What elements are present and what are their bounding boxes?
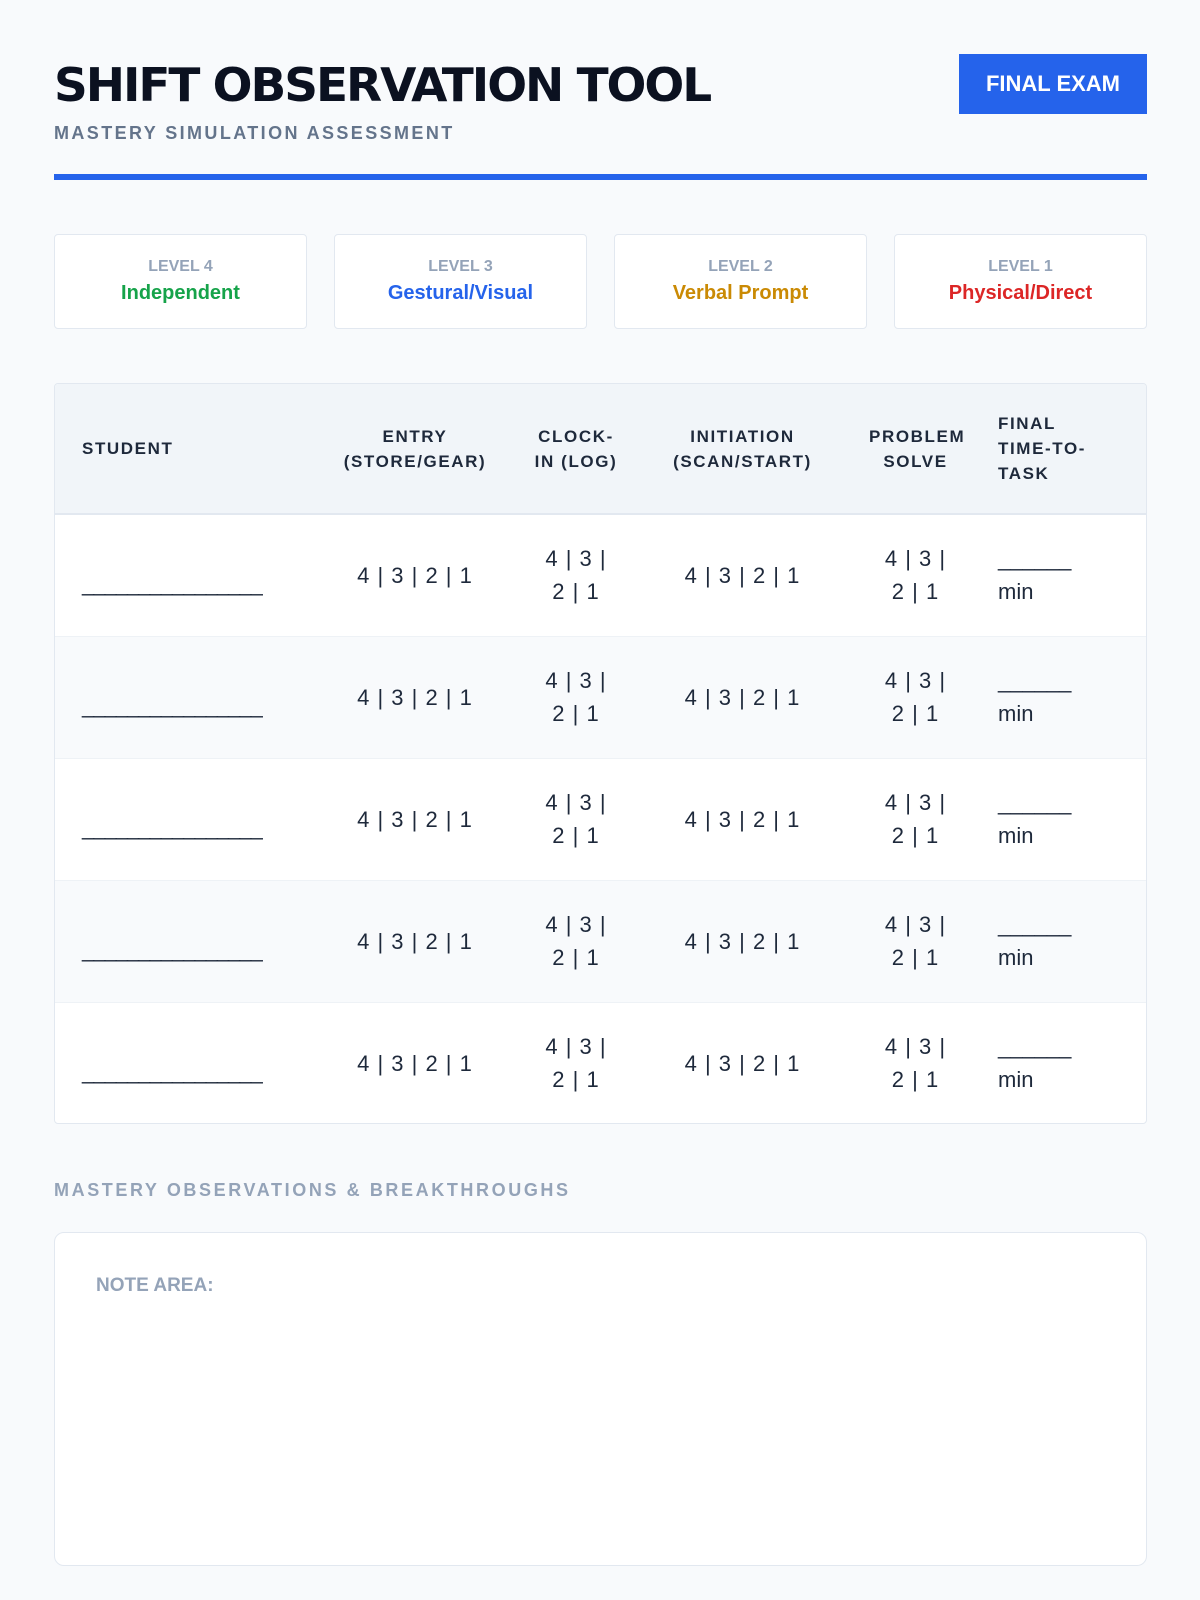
header-divider bbox=[54, 174, 1147, 180]
level-number: LEVEL 1 bbox=[988, 258, 1053, 275]
student-name-blank[interactable]: ________________ bbox=[82, 570, 262, 596]
level-card-4 bbox=[54, 234, 307, 329]
entry-score[interactable]: 4 | 3 | 2 | 1 bbox=[357, 1050, 473, 1076]
clock-in-score[interactable]: 4 | 3 | 2 | 1 bbox=[545, 668, 607, 726]
level-name: Physical/Direct bbox=[948, 282, 1093, 304]
entry-score[interactable]: 4 | 3 | 2 | 1 bbox=[357, 684, 473, 710]
entry-score[interactable]: 4 | 3 | 2 | 1 bbox=[357, 562, 473, 588]
table-row bbox=[55, 758, 1147, 880]
student-name-blank[interactable]: ________________ bbox=[82, 936, 262, 962]
problem-solve-score[interactable]: 4 | 3 | 2 | 1 bbox=[884, 790, 947, 848]
initiation-score[interactable]: 4 | 3 | 2 | 1 bbox=[684, 1050, 801, 1076]
clock-in-score[interactable]: 4 | 3 | 2 | 1 bbox=[545, 1034, 607, 1093]
score-table bbox=[55, 384, 1147, 1124]
problem-solve-score[interactable]: 4 | 3 | 2 | 1 bbox=[884, 546, 947, 605]
problem-solve-score[interactable]: 4 | 3 | 2 | 1 bbox=[884, 1034, 947, 1093]
table-row bbox=[55, 636, 1147, 758]
col-header-student: STUDENT bbox=[82, 439, 174, 458]
student-name-blank[interactable]: ________________ bbox=[82, 814, 262, 840]
final-time-blank[interactable]: ______ min bbox=[998, 1034, 1072, 1093]
level-name: Gestural/Visual bbox=[387, 282, 534, 304]
problem-solve-score[interactable]: 4 | 3 | 2 | 1 bbox=[884, 668, 947, 726]
problem-solve-score[interactable]: 4 | 3 | 2 | 1 bbox=[884, 912, 947, 970]
level-number: LEVEL 4 bbox=[148, 258, 213, 275]
col-header-entry: ENTRY (STORE/GEAR) bbox=[343, 426, 487, 471]
final-time-blank[interactable]: ______ min bbox=[998, 912, 1072, 970]
clock-in-score[interactable]: 4 | 3 | 2 | 1 bbox=[545, 790, 607, 848]
student-name-blank[interactable]: ________________ bbox=[82, 692, 262, 718]
level-name: Independent bbox=[121, 282, 240, 304]
initiation-score[interactable]: 4 | 3 | 2 | 1 bbox=[684, 928, 801, 954]
col-header-clock-in: CLOCK-IN (LOG) bbox=[534, 426, 618, 471]
clock-in-score[interactable]: 4 | 3 | 2 | 1 bbox=[545, 912, 607, 970]
page-title: SHIFT OBSERVATION TOOL bbox=[54, 58, 711, 112]
notes-section-title: MASTERY OBSERVATIONS & BREAKTHROUGHS bbox=[54, 1180, 571, 1200]
final-time-blank[interactable]: ______ min bbox=[998, 668, 1072, 726]
header bbox=[54, 0, 1147, 180]
page-subtitle: MASTERY SIMULATION ASSESSMENT bbox=[54, 123, 455, 143]
initiation-score[interactable]: 4 | 3 | 2 | 1 bbox=[684, 684, 801, 710]
table-row bbox=[55, 880, 1147, 1002]
level-card-3 bbox=[334, 234, 587, 329]
col-header-problem-solve: PROBLEM SOLVE bbox=[869, 426, 966, 471]
entry-score[interactable]: 4 | 3 | 2 | 1 bbox=[357, 928, 473, 954]
table-header-row bbox=[55, 384, 1147, 514]
final-time-blank[interactable]: ______ min bbox=[998, 790, 1072, 848]
col-header-final-time: FINAL TIME-TO-TASK bbox=[998, 414, 1087, 483]
level-name: Verbal Prompt bbox=[672, 282, 809, 304]
level-legend bbox=[54, 234, 1147, 329]
final-time-blank[interactable]: ______ min bbox=[998, 546, 1072, 605]
student-name-blank[interactable]: ________________ bbox=[82, 1058, 262, 1084]
level-card-2 bbox=[614, 234, 867, 329]
col-header-initiation: INITIATION (SCAN/START) bbox=[673, 426, 812, 471]
level-card-1 bbox=[894, 234, 1147, 329]
initiation-score[interactable]: 4 | 3 | 2 | 1 bbox=[684, 806, 801, 832]
level-number: LEVEL 2 bbox=[708, 258, 773, 275]
note-area-label: NOTE AREA: bbox=[96, 1275, 214, 1296]
observation-sheet bbox=[54, 0, 1147, 1296]
table-row bbox=[55, 1002, 1147, 1124]
initiation-score[interactable]: 4 | 3 | 2 | 1 bbox=[684, 562, 801, 588]
level-number: LEVEL 3 bbox=[428, 258, 493, 275]
entry-score[interactable]: 4 | 3 | 2 | 1 bbox=[357, 806, 473, 832]
clock-in-score[interactable]: 4 | 3 | 2 | 1 bbox=[545, 546, 607, 605]
table-row bbox=[55, 514, 1147, 636]
observation-table bbox=[54, 383, 1147, 1124]
note-area[interactable] bbox=[54, 1232, 1147, 1566]
final-exam-badge: FINAL EXAM bbox=[959, 54, 1147, 114]
